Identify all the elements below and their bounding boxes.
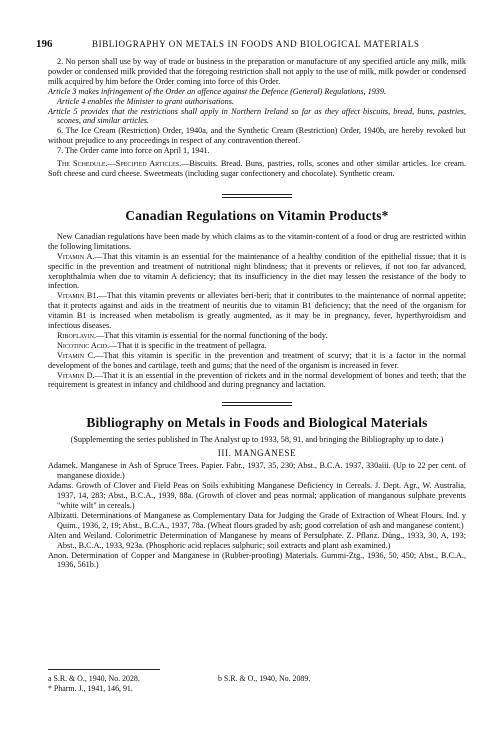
vitamin-a-text: —That this vitamin is an essential for the maintenance of a healthy condition of the epithelial tissue; that it is specific in the prevention and treatment of nutritional night blindness; that it prevents or relieves, if not too far advanced, xerophthalmia when due to vitamin A deficiency; that its insufficiency in the diet may lessen the resistance of the body to infection. xyxy=(48,251,466,291)
vitamin-c-label: Vitamin C. xyxy=(57,350,96,360)
bibliography-entry: Albizatti. Determinations of Manganese as Complementary Data for Judging the Grade of Extraction of Wheat Flours. Ind. y Quim., 1936, 2, 19; Abst., B.C.A., 1937, 78a. (Wheat flours graded by ash; good correlation of ash and manganese content.) xyxy=(48,510,466,530)
canadian-intro: New Canadian regulations have been made by which claims as to the vitamin-content of a food or drug are restricted within the following limitations. xyxy=(48,231,466,251)
vitamin-c-text: —That this vitamin is specific in the prevention and treatment of scurvy; that it is a factor in the normal development of the bones and cartilage, teeth and gums; that the need of the organism is increased in fever. xyxy=(48,350,466,370)
section-divider xyxy=(222,194,292,198)
footnote-rule xyxy=(48,669,160,670)
page-number: 196 xyxy=(36,38,53,50)
order-article-6: 6. The Ice Cream (Restriction) Order, 1940a, and the Synthetic Cream (Restriction) Order, 1940b, are hereby revoked but without prejudice to any proceedings in respect of any contravention thereof. xyxy=(48,126,466,146)
vitamin-b1-label: Vitamin B1. xyxy=(57,291,99,301)
running-header xyxy=(36,38,464,52)
footnote-a: a S.R. & O., 1940, No. 2028. xyxy=(48,674,140,683)
footnote-row xyxy=(12,674,488,684)
vitamin-b1-paragraph xyxy=(48,291,466,331)
bibliography-title: Bibliography on Metals in Foods and Biological Materials xyxy=(86,415,428,431)
section-divider xyxy=(222,402,292,406)
nicotinic-acid-text: —That it is specific in the treatment of pellagra. xyxy=(109,340,267,350)
riboflavin-label: Riboflavin. xyxy=(57,330,97,340)
vitamin-b1-text: —That this vitamin prevents or alleviates beri-beri; that it contributes to the maintenance of normal appetite; that it protects against and aids in the treatment of neuritis due to vitamin B1 deficiency; that the need of the organism for vitamin B1 is increased when metabolism is greatly augmented, as it may be in pregnancy, fever, hyperthyroidism and infectious diseases. xyxy=(48,291,466,331)
page-body xyxy=(48,57,466,570)
vitamin-a-paragraph xyxy=(48,252,466,292)
schedule-label: The Schedule.—Specified Articles. xyxy=(57,159,182,169)
bibliography-entry: Adams. Growth of Clover and Field Peas on Soils exhibiting Manganese Deficiency in Cereals. J. Dept. Agr., W. Australia, 1937, 14, 283; Abst., B.C.A., 1939, 88a. (Growth of clover and peas normal; application of manganous sulphate prevents "white wilt" in cereals.) xyxy=(48,481,466,510)
vitamin-d-paragraph xyxy=(48,371,466,391)
footnotes xyxy=(12,669,488,693)
running-title: BIBLIOGRAPHY ON METALS IN FOODS AND BIOLOGICAL MATERIALS xyxy=(92,39,420,49)
bibliography-entry: Alten and Weiland. Colorimetric Determination of Manganese by means of Persulphate. Z. Pflanz. Düng., 1933, 30, A, 193; Abst., B.C.A., 1933, 923a. (Phosphoric acid replaces sulphuric; soil extracts and plant ash examined.) xyxy=(48,530,466,550)
vitamin-c-paragraph xyxy=(48,351,466,371)
vitamin-d-label: Vitamin D. xyxy=(57,370,95,380)
riboflavin-paragraph xyxy=(48,331,466,341)
nicotinic-acid-label: Nicotinic Acid. xyxy=(57,340,110,350)
bibliography-entry: Anon. Determination of Copper and Manganese in (Rubber-proofing) Materials. Gummi-Ztg., 1936, 50, 450; Abst., B.C.A., 1936, 561b.) xyxy=(48,550,466,570)
riboflavin-text: —That this vitamin is essential for the normal functioning of the body. xyxy=(96,330,328,340)
bibliography-subtitle: (Supplementing the series published in The Analyst up to 1933, 58, 91, and bringing the Bibliography up to date.) xyxy=(70,435,444,445)
footnote-b: b S.R. & O., 1940, No. 2089. xyxy=(218,674,311,683)
canadian-title: Canadian Regulations on Vitamin Products* xyxy=(125,207,389,223)
footnote-star: * Pharm. J., 1941, 146, 91. xyxy=(48,683,133,693)
order-article-5: Article 5 provides that the restrictions shall apply in Northern Ireland so far as they affect biscuits, bread, buns, pastries, scones, and similar articles. xyxy=(48,106,466,126)
schedule-paragraph xyxy=(48,159,466,179)
nicotinic-acid-paragraph xyxy=(48,341,466,351)
order-article-3: Article 3 makes infringement of the Order an offence against the Defence (General) Regulations, 1939. xyxy=(48,86,387,96)
schedule-text: —Biscuits. Bread. Buns, pastries, rolls, scones and other similar articles. Ice cream. Soft cheese and curd cheese. Sweetmeats (including sugar confectionery and chocolate). Synthetic cream. xyxy=(48,159,467,178)
section-heading: III. MANGANESE xyxy=(217,448,297,459)
bibliography-entry: Adamek. Manganese in Ash of Spruce Trees. Papier. Fabr., 1937, 35, 230; Abst., B.C.A. 1937, 330aiii. (Up to 22 per cent. of manganese dioxide.) xyxy=(48,461,466,481)
vitamin-d-text: —That it is an essential in the prevention of rickets and in the normal development of bones and teeth; that the requirement is greatest in infancy and childhood and during pregnancy and lactation. xyxy=(48,370,466,390)
order-article-7: 7. The Order came into force on April 1, 1941. xyxy=(57,146,210,156)
order-article-2: 2. No person shall use by way of trade or business in the preparation or manufacture of any specified article any milk, milk powder or condensed milk provided that the foregoing restriction shall not apply to the use of milk, milk powder or condensed milk acquired by him before the Order coming into force of this Order. xyxy=(48,57,466,86)
order-article-4: Article 4 enables the Minister to grant authorisations. xyxy=(57,96,234,106)
vitamin-a-label: Vitamin A. xyxy=(57,251,95,261)
